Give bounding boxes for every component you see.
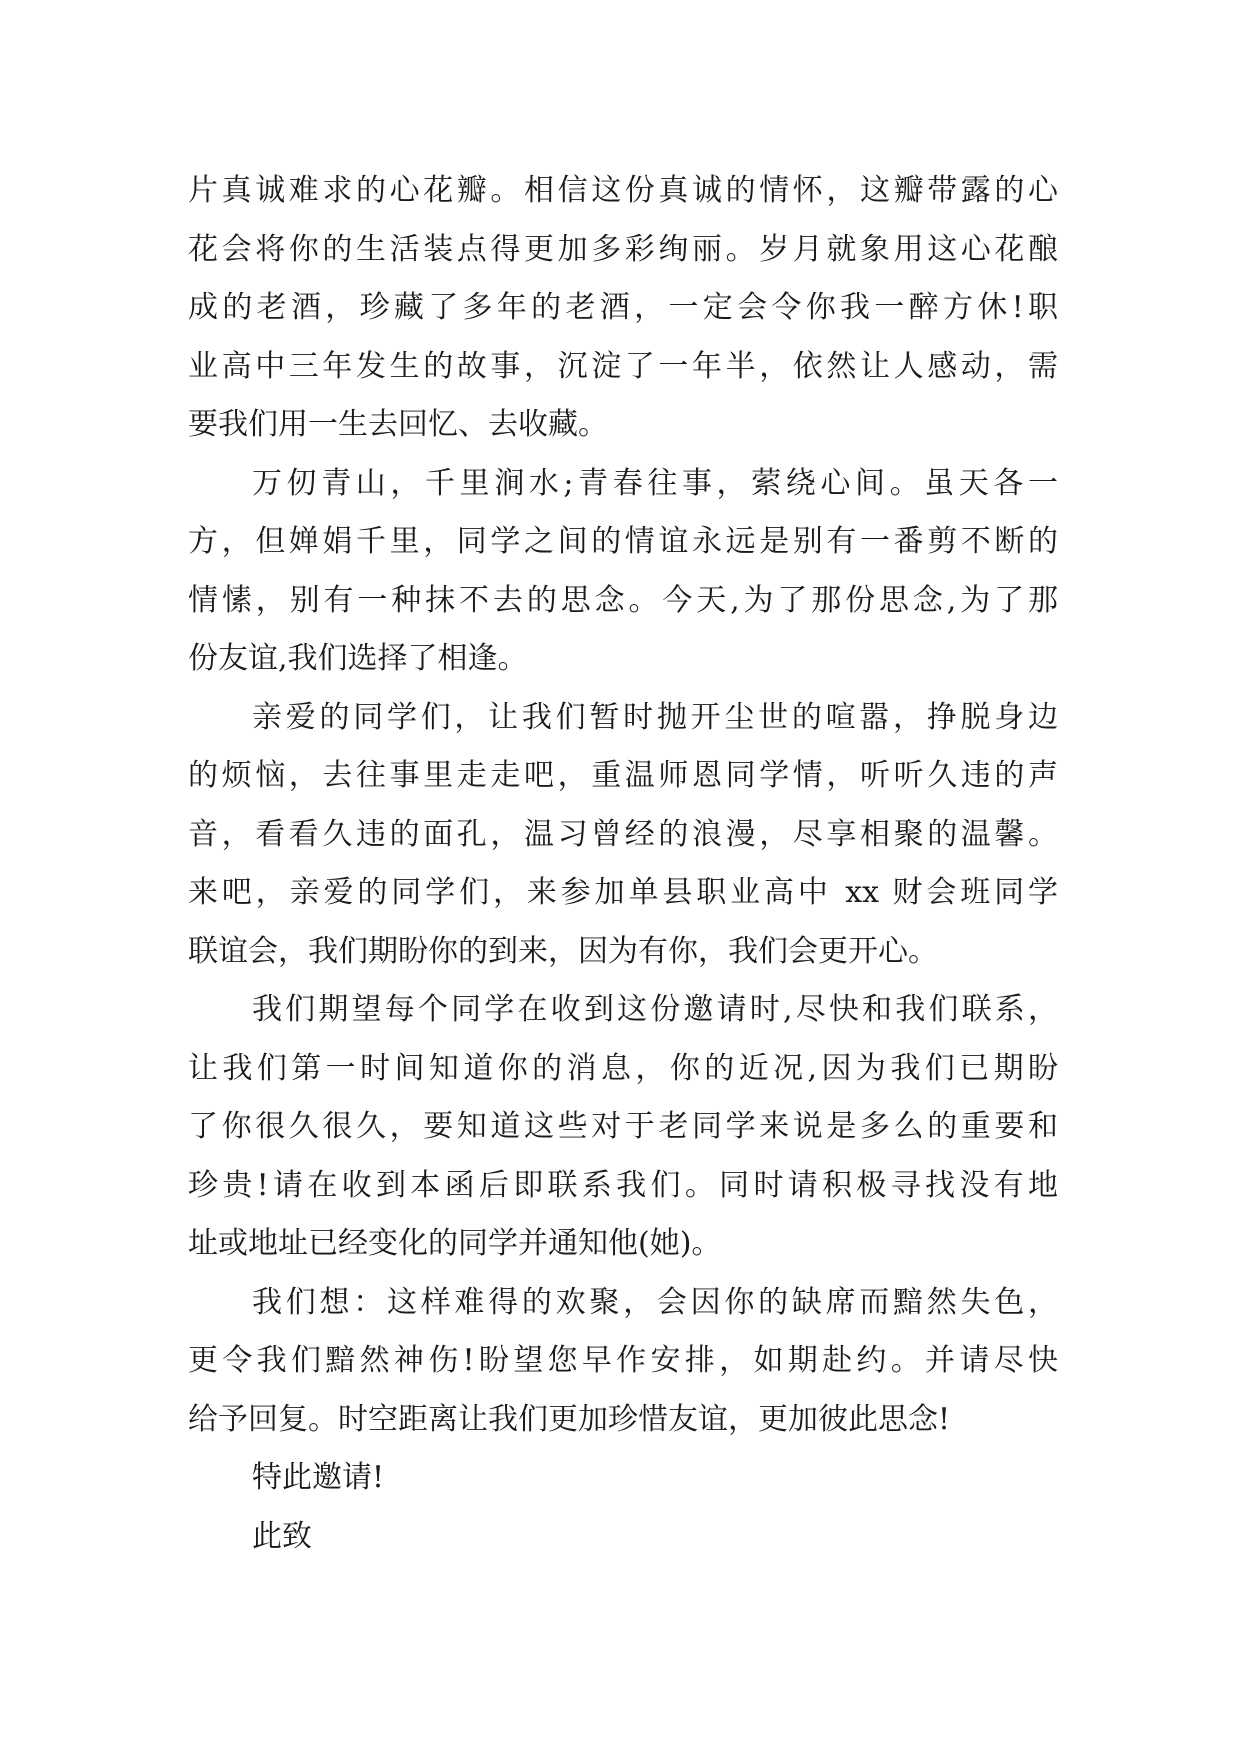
- text-line: 方，但婵娟千里，同学之间的情谊永远是别有一番剪不断的: [188, 524, 1058, 559]
- text-line: 特此邀请!: [252, 1460, 385, 1495]
- text-line: 联谊会，我们期盼你的到来，因为有你，我们会更开心。: [188, 933, 938, 969]
- text-line: 片真诚难求的心花瓣。相信这份真诚的情怀，这瓣带露的心: [188, 173, 1058, 208]
- text-line: 址或地址已经变化的同学并通知他(她)。: [188, 1226, 722, 1261]
- text-line: 此致: [252, 1518, 312, 1554]
- text-line: 了你很久很久，要知道这些对于老同学来说是多么的重要和: [188, 1109, 1058, 1144]
- text-line: 业高中三年发生的故事，沉淀了一年半，依然让人感动，需: [188, 348, 1058, 384]
- text-line: 更令我们黯然神伤!盼望您早作安排，如期赴约。并请尽快: [188, 1343, 1058, 1378]
- text-line: 花会将你的生活装点得更加多彩绚丽。岁月就象用这心花酿: [188, 231, 1058, 267]
- text-line: 亲爱的同学们，让我们暂时抛开尘世的喧嚣，挣脱身边: [252, 699, 1058, 735]
- text-line: 成的老酒，珍藏了多年的老酒，一定会令你我一醉方休!职: [188, 290, 1058, 325]
- text-line: 给予回复。时空距离让我们更加珍惜友谊，更加彼此思念!: [188, 1401, 951, 1437]
- text-line: 万仞青山，千里涧水;青春往事，萦绕心间。虽天各一: [252, 465, 1058, 501]
- text-line: 来吧，亲爱的同学们，来参加单县职业高中 xx 财会班同学: [188, 875, 1058, 910]
- text-line: 让我们第一时间知道你的消息，你的近况,因为我们已期盼: [188, 1050, 1058, 1086]
- text-line: 我们想：这样难得的欢聚，会因你的缺席而黯然失色，: [252, 1284, 1058, 1320]
- text-line: 情愫，别有一种抹不去的思念。今天,为了那份思念,为了那: [188, 582, 1058, 618]
- text-line: 要我们用一生去回忆、去收藏。: [188, 407, 608, 442]
- letter-body: [188, 162, 1058, 1566]
- text-line: 的烦恼，去往事里走走吧，重温师恩同学情，听听久违的声: [188, 758, 1058, 793]
- text-line: 我们期望每个同学在收到这份邀请时,尽快和我们联系，: [252, 992, 1058, 1027]
- text-line: 份友谊,我们选择了相逢。: [188, 641, 528, 676]
- text-line: 珍贵!请在收到本函后即联系我们。同时请积极寻找没有地: [188, 1167, 1058, 1203]
- text-line: 音，看看久违的面孔，温习曾经的浪漫，尽享相聚的温馨。: [188, 816, 1058, 852]
